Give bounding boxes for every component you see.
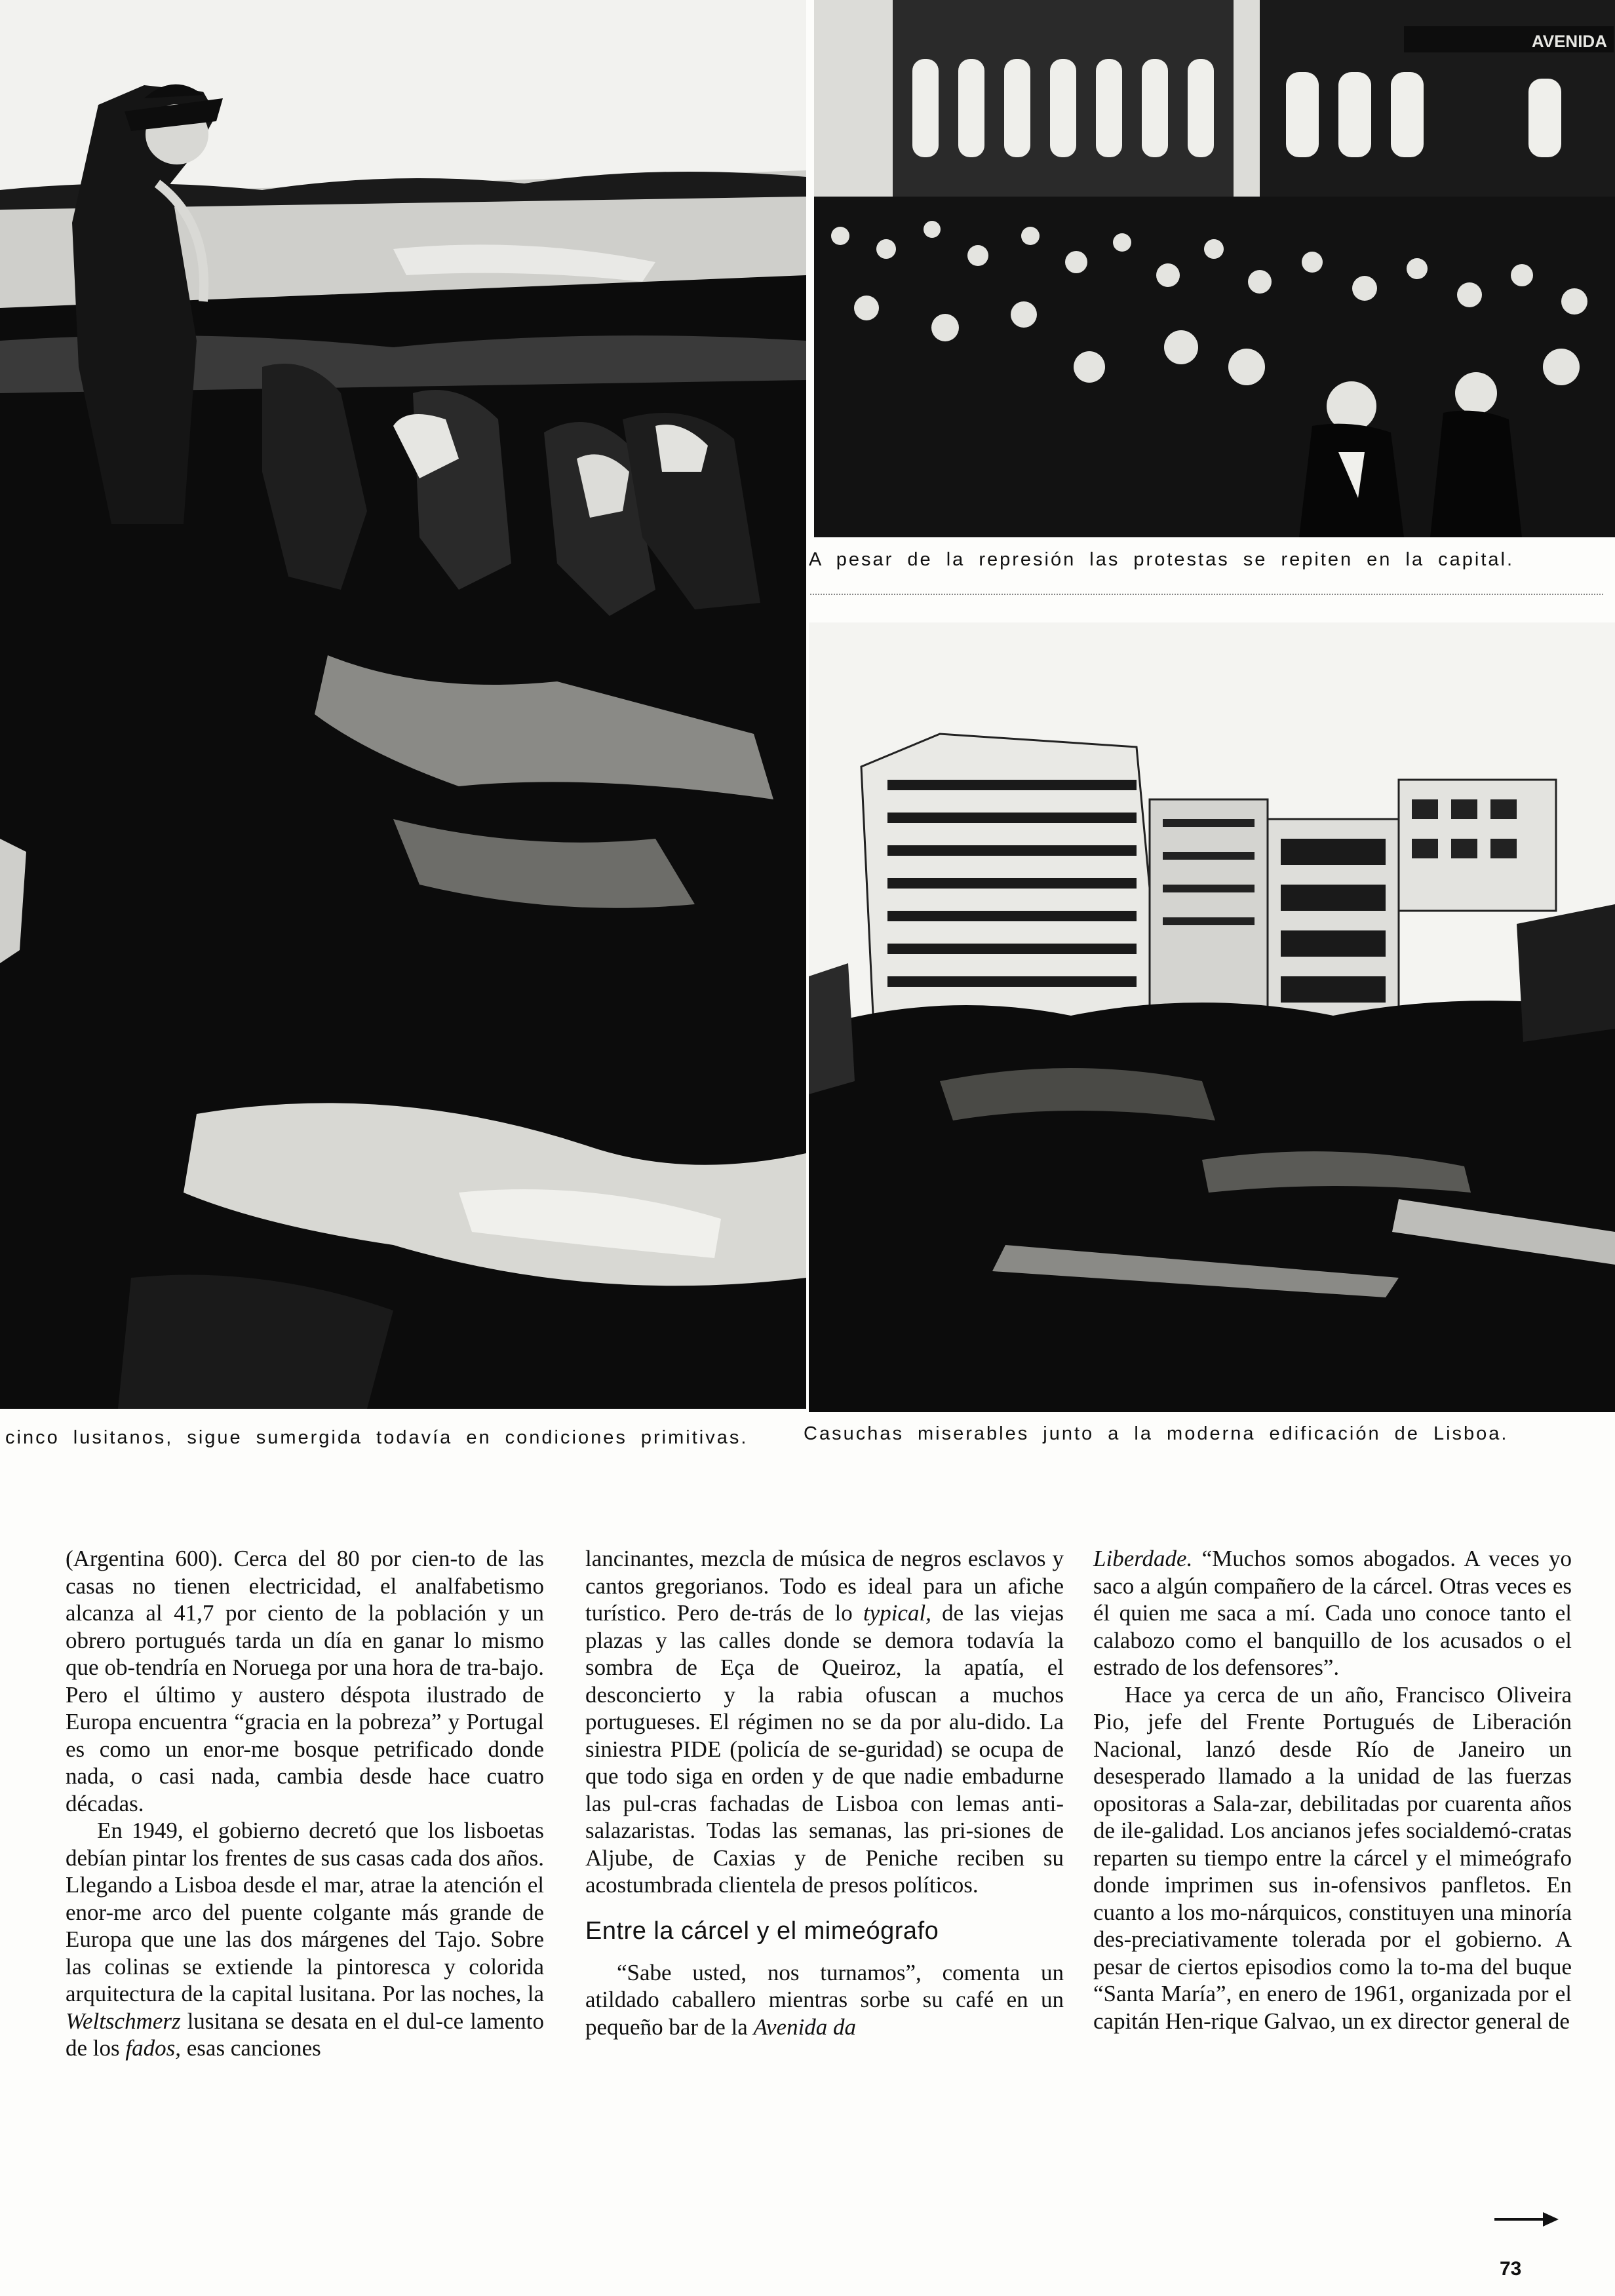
paragraph [585, 1545, 1064, 1899]
paragraph [1093, 1545, 1572, 1681]
photo-field-workers [0, 0, 806, 1409]
text-run: “Sabe usted, nos turnamos”, comenta un atildado caballero mientras sorbe su café en un pequeño bar de la [585, 1959, 1064, 2040]
text-run: lancinantes, mezcla de música de negros esclavos y cantos gregorianos. Todo es ideal para un afiche turístico. Pero de-trás de lo [585, 1546, 1064, 1626]
text-run: En 1949, el gobierno decretó que los lisboetas debían pintar los frentes de sus casas cada dos años. Llegando a Lisboa desde el mar, atrae la atención el enor-me arco del puente colgante más grande de Europa que une las dos márgenes del Tajo. Sobre las colinas se extiende la pintoresca y colorida arquitectura de la capital lusitana. Por las noches, la [66, 1818, 544, 2006]
section-subheading: Entre la cárcel y el mimeógrafo [585, 1917, 939, 1945]
text-run: esas canciones [181, 2035, 321, 2061]
caption-shacks: Casuchas miserables junto a la moderna edificación de Lisboa. [804, 1423, 1509, 1444]
photo-shacks-buildings [809, 622, 1615, 1412]
italic-word: Weltschmerz [66, 2008, 181, 2034]
caption-protests: A pesar de la represión las protestas se repiten en la capital. [809, 549, 1515, 570]
shacks-buildings-illustration [809, 622, 1615, 1412]
paragraph: Hace ya cerca de un año, Francisco Oliveira Pio, jefe del Frente Portugués de Liberación Nacional, lanzó desde Río de Janeiro un desesperado llamado a la unidad de las fuerzas opositoras a Sala-zar, debilitadas por cuarenta años de ile-galidad. Los ancianos jefes socialdemó-cratas reparten su tiempo entre la cárcel y el mimeógrafo donde imprimen sus in-ofensivos panfletos. En cuanto a los mo-nárquicos, constituyen una minoría des-preciativamente tolerada por el gobierno. A pesar de ciertos episodios como la to-ma del buque “Santa María”, en enero de 1961, organizada por el capitán Hen-rique Galvao, un ex director general de [1093, 1681, 1572, 2034]
page-number: 73 [1500, 2258, 1522, 2280]
storefront-sign: AVENIDA [1531, 31, 1607, 51]
paragraph [66, 1817, 544, 2062]
article-column-2 [585, 1545, 1064, 2040]
paragraph: (Argentina 600). Cerca del 80 por cien-to de las casas no tienen electricidad, el analfabetismo alcanza al 41,7 por ciento de la población y un obrero portugués tarda un día en ganar lo mismo que ob-tendría en Noruega por una hora de tra-bajo. Pero el último y austero déspota ilustrado de Europa encuentra “gracia en la pobreza” y Portugal es como un enor-me bosque petrificado donde nada, o casi nada, cambia desde hace cuatro décadas. [66, 1546, 544, 1816]
italic-word: fados, [125, 2035, 181, 2061]
field-workers-illustration [0, 0, 806, 1409]
text-run: lusitana se desata en el dul-ce lamento de los [66, 2008, 544, 2061]
italic-word: typical, [863, 1600, 931, 1626]
photo-crowd-protest [814, 0, 1615, 537]
paragraph [585, 1959, 1064, 2041]
article-column-3 [1093, 1545, 1572, 2035]
caption-primitive-conditions: cinco lusitanos, sigue sumergida todavía en condiciones primitivas. [5, 1427, 749, 1448]
article-column-1 [66, 1545, 544, 2062]
continue-arrow-icon [1494, 2210, 1560, 2229]
caption-separator-rule [810, 594, 1603, 595]
italic-word: Avenida da [753, 2014, 857, 2040]
italic-word: Liberdade. [1093, 1546, 1193, 1571]
text-run: de las viejas plazas y las calles donde se demora todavía la sombra de Eça de Queiroz, la apatía, el desconcierto y la rabia ofuscan a muchos portugueses. El régimen no se da por alu-dido. La siniestra PIDE (policía de se-guridad) se ocupa de que todo siga en orden y de que nadie embadurne las pul-cras fachadas de Lisboa con lemas anti-salazaristas. Todas las semanas, las pri-siones de Aljube, de Caxias y de Peniche reciben su acostumbrada clientela de presos políticos. [585, 1600, 1064, 1898]
text-run: “Muchos somos abogados. A veces yo saco a algún compañero de la cárcel. Otras veces es él quien me saca a mí. Cada uno conoce tanto el calabozo como el banquillo de los acusados o el estrado de los defensores”. [1093, 1546, 1572, 1680]
crowd-protest-illustration [814, 0, 1615, 537]
